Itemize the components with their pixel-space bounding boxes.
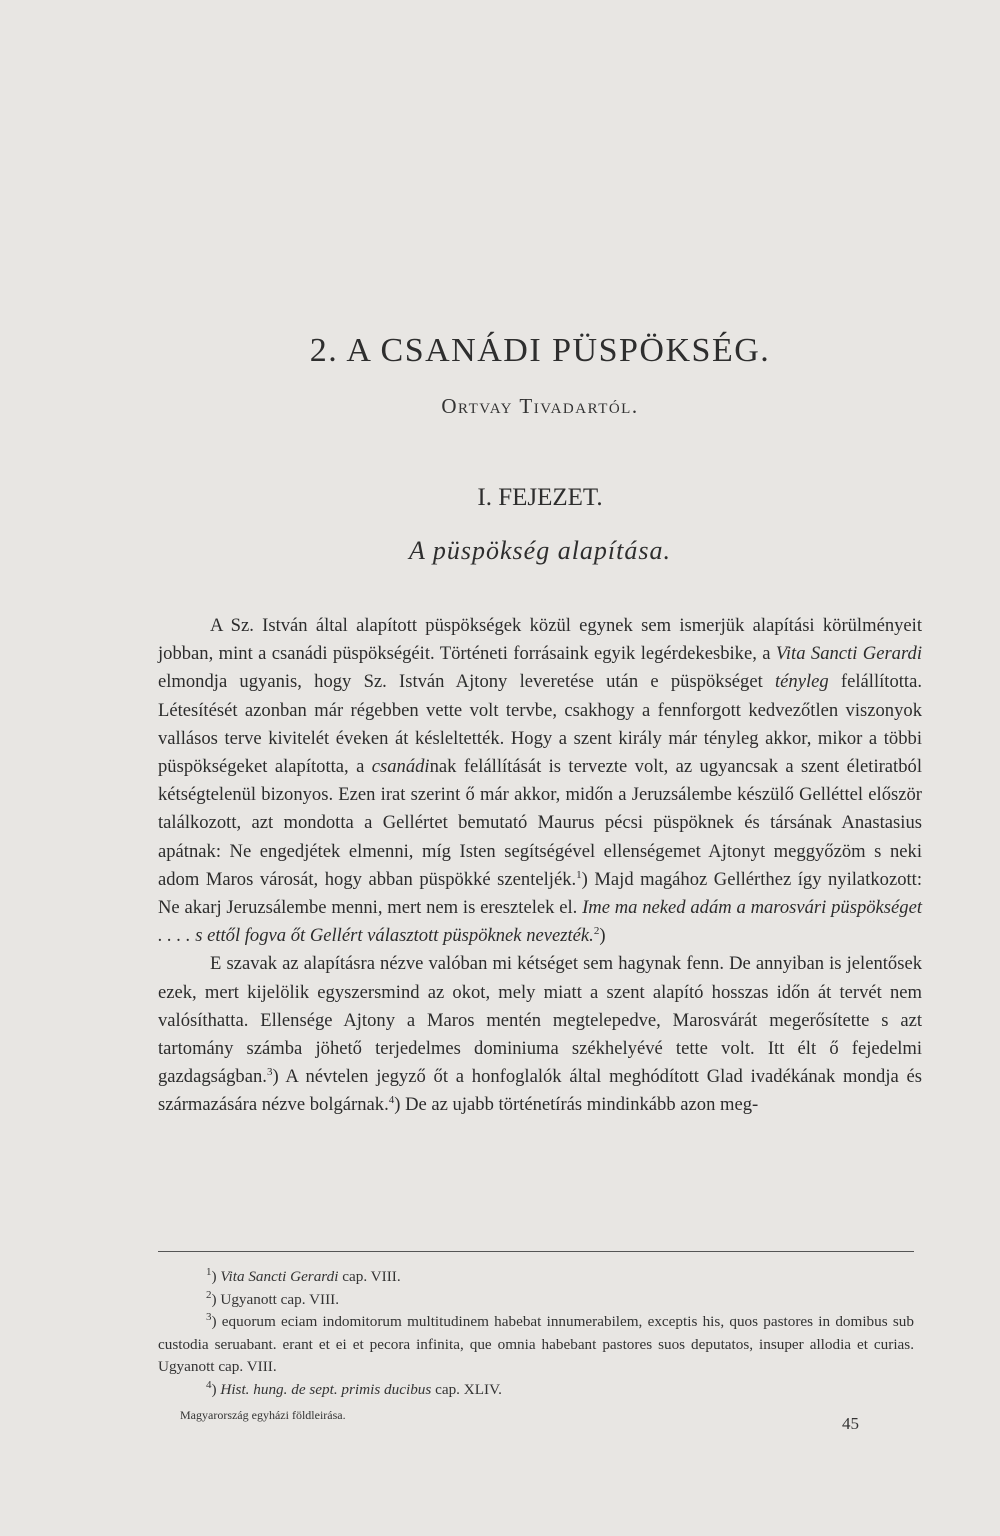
- footnote-3: $^3$) equorum eciam indomitorum multitudinem habebat innumerabilem, exceptis his, quos pastores in domibus sub custodia seruabant. erant et ei et pecora infinita, que omnia habebant pastores suos deputatos, insuper allodia et curias. Ugyanott cap. VIII.: [158, 1311, 914, 1376]
- text-run: ) De az ujabb történetírás mindinkább azon meg-: [394, 1094, 759, 1116]
- footnote-ref-4[interactable]: 4: [388, 1094, 395, 1107]
- footnote-text: equorum eciam indomitorum multitudinem habebat innumerabilem, exceptis his, quos pastores in domibus sub custodia seruabant. erant et ei et pecora infinita, que omnia habebant pastores suos deputatos, insuper allodia et curias. Ugyanott cap. VIII.: [158, 1313, 914, 1376]
- footnote-divider: [158, 1251, 914, 1252]
- text-run: E szavak az alapításra nézve valóban mi kétséget sem hagynak fenn. De annyiban is jelentősek ezek, mert kijelölik egyszersmind az okot, mely miatt a szent alapító hosszas időn át tervét nem valósíthatta. Ellensége Ajtony a Maros mentén megtelepedve, Marosvárát megerősítette s azt tartomány számba jöhető terjedelmes dominiuma székhelyévé tette volt. Itt élt ő fejedelmi gazdagságban.: [158, 953, 922, 1088]
- footnote-text: cap. XLIV.: [431, 1380, 502, 1398]
- italic-word: csanádi: [371, 756, 430, 778]
- footnote-text: Ugyanott cap. VIII.: [216, 1290, 340, 1308]
- footnote-ref-2[interactable]: 2: [593, 925, 600, 938]
- footnote-title: Hist. hung. de sept. primis ducibus: [220, 1380, 432, 1398]
- footnote-mark: 1: [206, 1265, 212, 1278]
- footnote-ref-1[interactable]: 1: [576, 868, 582, 881]
- text-run: ) Majd magához Gellérthez így nyilatkozott: Ne akarj Jeruzsálembe menni, mert nem is eresztelek el.: [158, 868, 922, 919]
- italic-word: tényleg: [775, 671, 829, 693]
- footnotes: [158, 1266, 914, 1402]
- footnote-4: $^4$) Hist. hung. de sept. primis ducibus cap. XLIV.: [206, 1378, 502, 1398]
- italic-quote: Ime ma neked adám a marosvári püspökséget . . . . s ettől fogva őt Gellért választott püspöknek nevezték.: [158, 897, 922, 947]
- text-run: elmondja ugyanis, hogy Sz. István Ajtony leveretése után e püspökséget: [158, 671, 776, 693]
- text-run: felállította. Létesítését azonban már régebben vette volt tervbe, csakhogy a fennforgott kedvezőtlen viszonyok vallásos terve kivitelét éveken át késleltették. Hogy a szent király már tényleg akkor, mikor a többi püspökségeket alapította, a: [158, 671, 922, 778]
- chapter-heading: I. FEJEZET.: [477, 484, 603, 511]
- page-number: 45: [842, 1414, 859, 1433]
- body-text: [158, 612, 922, 1120]
- page-title: 2. A CSANÁDI PÜSPÖKSÉG.: [309, 332, 771, 369]
- text-run: A Sz. István által alapított püspökségek közül egynek sem ismerjük alapítási körülményeit jobban, mint a csanádi püspökségéit. Történeti forrásaink egyik legérdekesbike, a: [158, 615, 922, 665]
- chapter-subtitle: A püspökség alapítása.: [408, 536, 672, 565]
- footnote-mark: 2: [206, 1288, 212, 1301]
- footnote-title: Vita Sancti Gerardi: [220, 1268, 339, 1285]
- italic-title: Vita Sancti Gerardi: [775, 643, 922, 665]
- footnote-mark: 4: [206, 1378, 212, 1391]
- footnote-text: cap. VIII.: [338, 1268, 401, 1285]
- text-run: nak felállítását is tervezte volt, az ugyancsak a szent életiratból kétségtelenül bizonyos. Ezen irat szerint ő már akkor, midőn a Jeruzsálembe készülő Gelléttel először találkozott, azt mondotta a Gellértet bemutató Maurus pécsi püspöknek és társának Anastasius apátnak: Ne engedjétek elmenni, míg Isten segítségével ellenségemet Ajtonyt meggyőzöm s neki adom Maros városát, hogy abban püspökké szenteljék.: [158, 756, 922, 890]
- footnote-mark: 3: [206, 1311, 212, 1324]
- paragraph-2: [158, 950, 922, 1119]
- paragraph-1: [158, 612, 922, 950]
- author-line: Ortvay Tivadartól.: [441, 394, 639, 418]
- text-run: ): [599, 925, 606, 947]
- footnote-2: $^2$) Ugyanott cap. VIII.: [206, 1288, 340, 1308]
- footnote-ref-3[interactable]: 3: [266, 1066, 273, 1079]
- imprint-line: Magyarország egyházi földleirása.: [180, 1408, 346, 1422]
- text-run: ) A névtelen jegyző őt a honfoglalók által meghódított Glad ivadékának mondja és származására nézve bolgárnak.: [158, 1066, 922, 1116]
- footnote-1: $^1$) Vita Sancti Gerardi cap. VIII.: [206, 1265, 401, 1285]
